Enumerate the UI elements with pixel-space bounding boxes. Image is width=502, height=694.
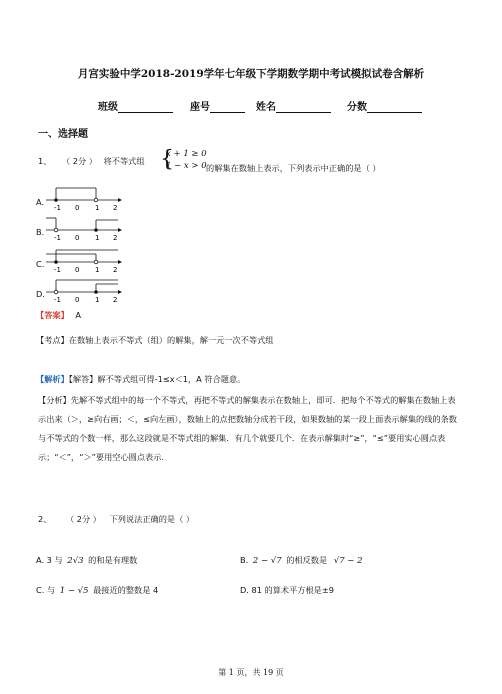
answer-tag: 【答案】 xyxy=(36,310,69,320)
option-a-pre: A. 3 与 xyxy=(36,555,63,565)
jiexi-tag: 【解析】 xyxy=(36,374,69,384)
q1-ineq-1: x + 1 ≥ 0 xyxy=(166,149,207,159)
q2-number: 2、 xyxy=(38,514,52,524)
q1-answer xyxy=(36,309,81,321)
number-line-a xyxy=(46,186,126,212)
tick-label: 2 xyxy=(113,204,118,212)
option-letter: C. xyxy=(36,259,45,269)
name-blank xyxy=(276,102,331,113)
score-field xyxy=(347,98,422,113)
q1-post-text: 的解集在数轴上表示，下列表示中正确的是（ ） xyxy=(206,163,381,173)
name-field xyxy=(256,98,331,113)
option-b-pre: B. xyxy=(240,555,249,565)
option-a-math: 2√3 xyxy=(67,556,84,566)
tick-label: 0 xyxy=(75,296,80,304)
q2-stem xyxy=(38,513,194,525)
option-b-mid: 的相反数是 xyxy=(286,555,328,565)
option-c-pre: C. 与 xyxy=(36,585,56,595)
number-line-c xyxy=(46,248,126,274)
answer-value: A xyxy=(75,310,81,320)
score-blank xyxy=(367,102,422,113)
q1-ineq-2: 1 − x > 0 xyxy=(166,161,207,171)
tick-label: 1 xyxy=(95,266,100,274)
tick-label: -1 xyxy=(54,234,61,242)
tick-label: 0 xyxy=(75,266,80,274)
q2-option-a[interactable] xyxy=(36,554,137,567)
tick-label: 1 xyxy=(95,204,100,212)
q1-pre-text: 将不等式组 xyxy=(103,156,145,166)
name-label: 姓名 xyxy=(256,102,276,113)
tick-label: 2 xyxy=(113,234,118,242)
class-label: 班级 xyxy=(98,102,118,113)
q1-jiexi xyxy=(36,373,245,385)
option-a-post: 的和是有理数 xyxy=(88,555,138,565)
page-footer: 第 1 页，共 19 页 xyxy=(218,668,284,677)
score-label: 分数 xyxy=(347,102,367,113)
tick-label: -1 xyxy=(54,296,61,304)
q2-option-d[interactable]: D. 81 的算术平方根是±9 xyxy=(240,585,334,595)
number-line-b xyxy=(46,216,126,242)
option-letter: B. xyxy=(36,227,45,237)
tick-label: 0 xyxy=(75,204,80,212)
q1-inequality-system xyxy=(160,148,208,172)
tick-label: 2 xyxy=(113,296,118,304)
q1-score: （ 2分 ） xyxy=(62,156,97,166)
section-heading: 一、选择题 xyxy=(38,129,88,140)
class-field xyxy=(98,98,173,113)
option-letter: A. xyxy=(36,197,45,207)
tick-label: 1 xyxy=(95,234,100,242)
document-title: 月宫实验中学2018-2019学年七年级下学期数学期中考试模拟试卷含解析 xyxy=(77,68,425,80)
option-c-post: 最接近的整数是 4 xyxy=(93,585,159,595)
seat-blank xyxy=(210,102,245,113)
tick-label: 1 xyxy=(95,296,100,304)
class-blank xyxy=(118,102,173,113)
tick-label: -1 xyxy=(54,266,61,274)
q2-option-b[interactable] xyxy=(240,554,363,567)
number-line-d xyxy=(46,278,126,304)
seat-field xyxy=(190,98,245,113)
q1-number: 1、 xyxy=(38,156,52,166)
option-b-math: 2 − √7 xyxy=(252,556,282,566)
tick-label: -1 xyxy=(54,204,61,212)
option-b-math2: √7 − 2 xyxy=(333,556,363,566)
tick-label: 2 xyxy=(113,266,118,274)
q2-text: 下列说法正确的是（ ） xyxy=(109,514,195,524)
brace-glyph: { xyxy=(160,147,174,172)
jiexi-text: 【解答】解不等式组可得-1≤x＜1，A 符合题意。 xyxy=(68,374,246,384)
option-c-math: 1 − √5 xyxy=(59,586,89,596)
q1-kaodian: 【考点】在数轴上表示不等式（组）的解集，解一元一次不等式组 xyxy=(36,335,274,345)
q1-fenxi: 【分析】先解不等式组中的每一个不等式，再把不等式的解集表示在数轴上，即可．把每个不等式的解集在数轴上表示出来（＞，≥向右画；＜，≤向左画），数轴上的点把数轴分成若干段，如果数轴的某一段上面表示解集的线的条数与不等式的个数一样，那么这段就是不等式组的解集．有几个就要几个．在表示解集时“≥”，“≤”要用实心圆点表示；“＜”，“＞”要用空心圆点表示. xyxy=(38,395,457,462)
tick-label: 0 xyxy=(75,234,80,242)
q2-option-c[interactable] xyxy=(36,584,158,597)
option-letter: D. xyxy=(36,289,45,299)
seat-label: 座号 xyxy=(190,102,210,113)
q2-score: （ 2分 ） xyxy=(66,514,101,524)
q1-stem xyxy=(38,155,145,167)
